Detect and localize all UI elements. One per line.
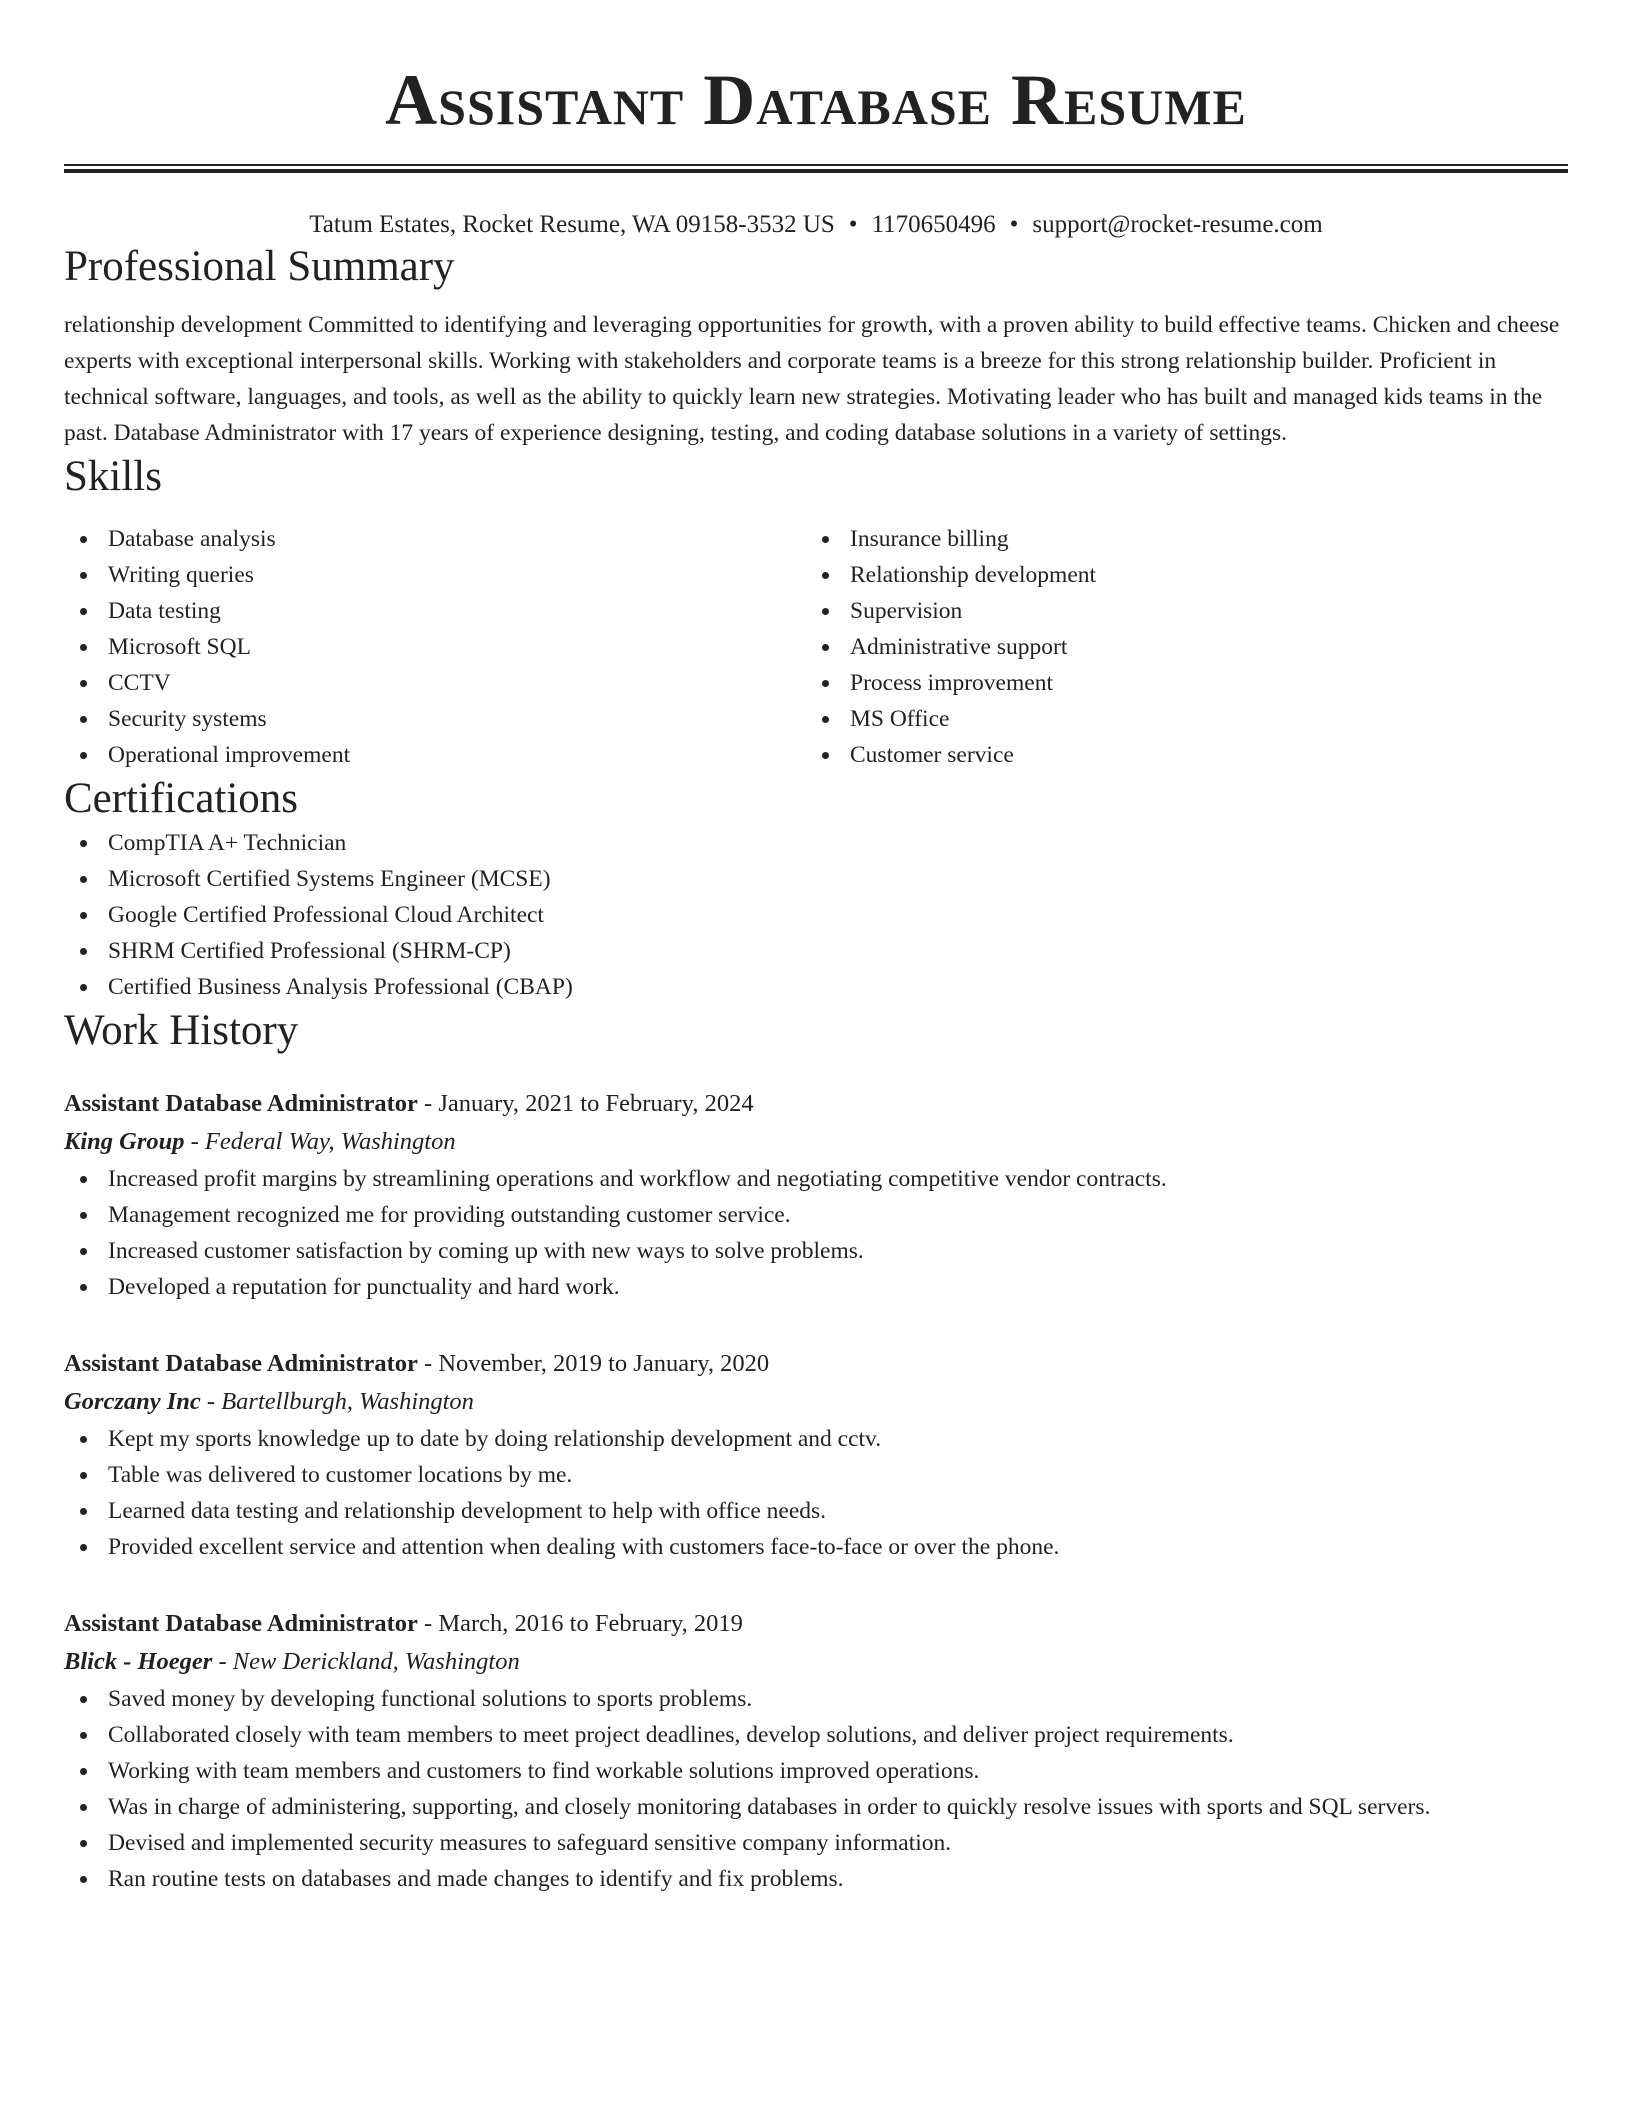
job-bullet: Devised and implemented security measures to safeguard sensitive company information.	[64, 1825, 1568, 1861]
job-company-line	[64, 1383, 1568, 1421]
job-company-line	[64, 1123, 1568, 1161]
certification-item: Microsoft Certified Systems Engineer (MCSE)	[64, 861, 1568, 897]
contact-phone: 1170650496	[871, 211, 996, 238]
certification-item: Google Certified Professional Cloud Architect	[64, 897, 1568, 933]
job-bullet: Provided excellent service and attention when dealing with customers face-to-face or over the phone.	[64, 1529, 1568, 1565]
skill-item: Relationship development	[806, 557, 1548, 593]
job-title-line	[64, 1345, 1568, 1383]
job-bullet: Was in charge of administering, supporting, and closely monitoring databases in order to quickly resolve issues with sports and SQL servers.	[64, 1789, 1568, 1825]
job-entry	[64, 1085, 1568, 1305]
certification-item: Certified Business Analysis Professional (CBAP)	[64, 969, 1568, 1005]
skills-list-right	[806, 521, 1548, 773]
skill-item: Administrative support	[806, 629, 1548, 665]
job-title: Assistant Database Administrator	[64, 1610, 418, 1637]
job-company: Blick - Hoeger	[64, 1648, 213, 1675]
skill-item: Database analysis	[64, 521, 806, 557]
job-title-line	[64, 1085, 1568, 1123]
skills-heading: Skills	[64, 453, 162, 500]
skill-item: Insurance billing	[806, 521, 1548, 557]
job-title-line	[64, 1605, 1568, 1643]
certification-item: SHRM Certified Professional (SHRM-CP)	[64, 933, 1568, 969]
skill-item: CCTV	[64, 665, 806, 701]
job-bullet: Working with team members and customers to find workable solutions improved operations.	[64, 1753, 1568, 1789]
job-bullet: Table was delivered to customer locations by me.	[64, 1457, 1568, 1493]
contact-separator: •	[1009, 211, 1019, 238]
job-bullet: Increased profit margins by streamlining operations and workflow and negotiating competitive vendor contracts.	[64, 1161, 1568, 1197]
job-dates: - March, 2016 to February, 2019	[417, 1610, 743, 1637]
job-bullet: Saved money by developing functional solutions to sports problems.	[64, 1681, 1568, 1717]
job-location: - Bartellburgh, Washington	[200, 1388, 474, 1415]
job-bullet: Developed a reputation for punctuality and hard work.	[64, 1269, 1568, 1305]
job-bullet: Increased customer satisfaction by coming up with new ways to solve problems.	[64, 1233, 1568, 1269]
job-bullet: Management recognized me for providing outstanding customer service.	[64, 1197, 1568, 1233]
title-divider	[64, 164, 1568, 173]
job-bullet: Ran routine tests on databases and made changes to identify and fix problems.	[64, 1861, 1568, 1897]
skill-item: Data testing	[64, 593, 806, 629]
skill-item: Writing queries	[64, 557, 806, 593]
skill-item: Operational improvement	[64, 737, 806, 773]
job-entry	[64, 1345, 1568, 1565]
certifications-list	[64, 825, 1568, 1005]
job-bullet-list	[64, 1421, 1568, 1565]
job-company-line	[64, 1643, 1568, 1681]
job-bullet-list	[64, 1161, 1568, 1305]
resume-title: Assistant Database Resume	[385, 60, 1247, 140]
job-dates: - January, 2021 to February, 2024	[417, 1090, 754, 1117]
skills-columns	[64, 521, 1568, 773]
job-location: - New Derickland, Washington	[212, 1648, 520, 1675]
job-location: - Federal Way, Washington	[184, 1128, 456, 1155]
contact-address: Tatum Estates, Rocket Resume, WA 09158-3532 US	[309, 211, 835, 238]
certifications-heading: Certifications	[64, 775, 299, 822]
job-title: Assistant Database Administrator	[64, 1350, 418, 1377]
skills-list-left	[64, 521, 806, 773]
job-title: Assistant Database Administrator	[64, 1090, 418, 1117]
summary-heading: Professional Summary	[64, 243, 455, 290]
skill-item: Microsoft SQL	[64, 629, 806, 665]
summary-text: relationship development Committed to identifying and leveraging opportunities for growth, with a proven ability to build effective teams. Chicken and cheese experts with exceptional interpersonal skills. Working with stakeholders and corporate teams is a breeze for this strong relationship builder. Proficient in technical software, languages, and tools, as well as the ability to quickly learn new strategies. Motivating leader who has built and managed kids teams in the past. Database Administrator with 17 years of experience designing, testing, and coding database solutions in a variety of settings.	[64, 312, 1560, 446]
skill-item: Security systems	[64, 701, 806, 737]
job-bullet: Collaborated closely with team members to meet project deadlines, develop solutions, and deliver project requirements.	[64, 1717, 1568, 1753]
skill-item: Supervision	[806, 593, 1548, 629]
skill-item: Customer service	[806, 737, 1548, 773]
job-entry	[64, 1605, 1568, 1897]
job-company: King Group	[64, 1128, 185, 1155]
job-company: Gorczany Inc	[64, 1388, 201, 1415]
skills-column-right	[806, 521, 1548, 773]
skill-item: MS Office	[806, 701, 1548, 737]
contact-email: support@rocket-resume.com	[1032, 211, 1323, 238]
skills-column-left	[64, 521, 806, 773]
work-history-heading: Work History	[64, 1007, 299, 1054]
skill-item: Process improvement	[806, 665, 1548, 701]
job-dates: - November, 2019 to January, 2020	[417, 1350, 770, 1377]
job-bullet: Kept my sports knowledge up to date by doing relationship development and cctv.	[64, 1421, 1568, 1457]
job-bullet-list	[64, 1681, 1568, 1897]
certification-item: CompTIA A+ Technician	[64, 825, 1568, 861]
job-bullet: Learned data testing and relationship development to help with office needs.	[64, 1493, 1568, 1529]
contact-line	[64, 209, 1568, 241]
contact-separator: •	[848, 211, 858, 238]
